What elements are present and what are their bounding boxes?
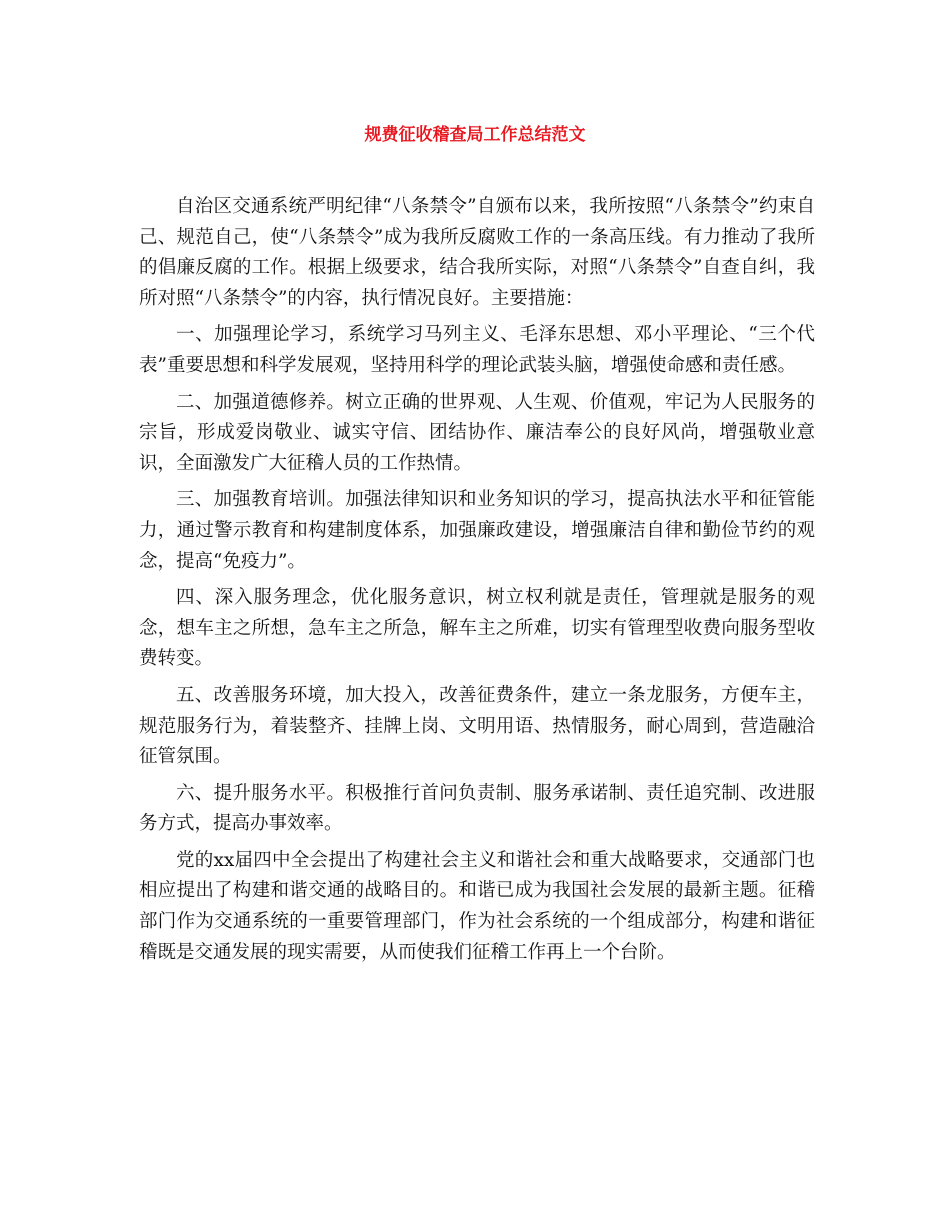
paragraph-item-1: 一、加强理论学习，系统学习马列主义、毛泽东思想、邓小平理论、“三个代表”重要思想和科学发展观，坚持用科学的理论武装头脑，增强使命感和责任感。 <box>139 324 815 376</box>
paragraph-item-5: 五、改善服务环境，加大投入，改善征费条件，建立一条龙服务，方便车主，规范服务行为，着装整齐、挂牌上岗、文明用语、热情服务，耐心周到，营造融洽征管氛围。 <box>139 684 815 768</box>
document-title: 规费征收稽查局工作总结范文 <box>364 125 586 145</box>
paragraph-intro: 自治区交通系统严明纪律“八条禁令”自颁布以来，我所按照“八条禁令”约束自己、规范自己，使“八条禁令”成为我所反腐败工作的一条高压线。有力推动了我所的倡廉反腐的工作。根据上级要求，结合我所实际，对照“八条禁令”自查自纠，我所对照“八条禁令”的内容，执行情况良好。主要措施： <box>139 196 815 309</box>
paragraph-item-3: 三、加强教育培训。加强法律知识和业务知识的学习，提高执法水平和征管能力，通过警示教育和构建制度体系，加强廉政建设，增强廉洁自律和勤俭节约的观念，提高“免疫力”。 <box>139 489 815 572</box>
paragraph-item-6: 六、提升服务水平。积极推行首问负责制、服务承诺制、责任追究制、改进服务方式，提高办事效率。 <box>139 782 815 835</box>
paragraph-item-2: 二、加强道德修养。树立正确的世界观、人生观、价值观，牢记为人民服务的宗旨，形成爱岗敬业、诚实守信、团结协作、廉洁奉公的良好风尚，增强敬业意识，全面激发广大征稽人员的工作热情。 <box>139 391 815 474</box>
paragraph-item-4: 四、深入服务理念，优化服务意识，树立权利就是责任，管理就是服务的观念，想车主之所想，急车主之所急，解车主之所难，切实有管理型收费向服务型收费转变。 <box>139 587 815 670</box>
document-body <box>139 192 815 974</box>
paragraph-conclusion: 党的xx届四中全会提出了构建社会主义和谐社会和重大战略要求，交通部门也相应提出了构建和谐交通的战略目的。和谐已成为我国社会发展的最新主题。征稽部门作为交通系统的一重要管理部门，作为社会系统的一个组成部分，构建和谐征稽既是交通发展的现实需要，从而使我们征稽工作再上一个台阶。 <box>139 849 815 963</box>
